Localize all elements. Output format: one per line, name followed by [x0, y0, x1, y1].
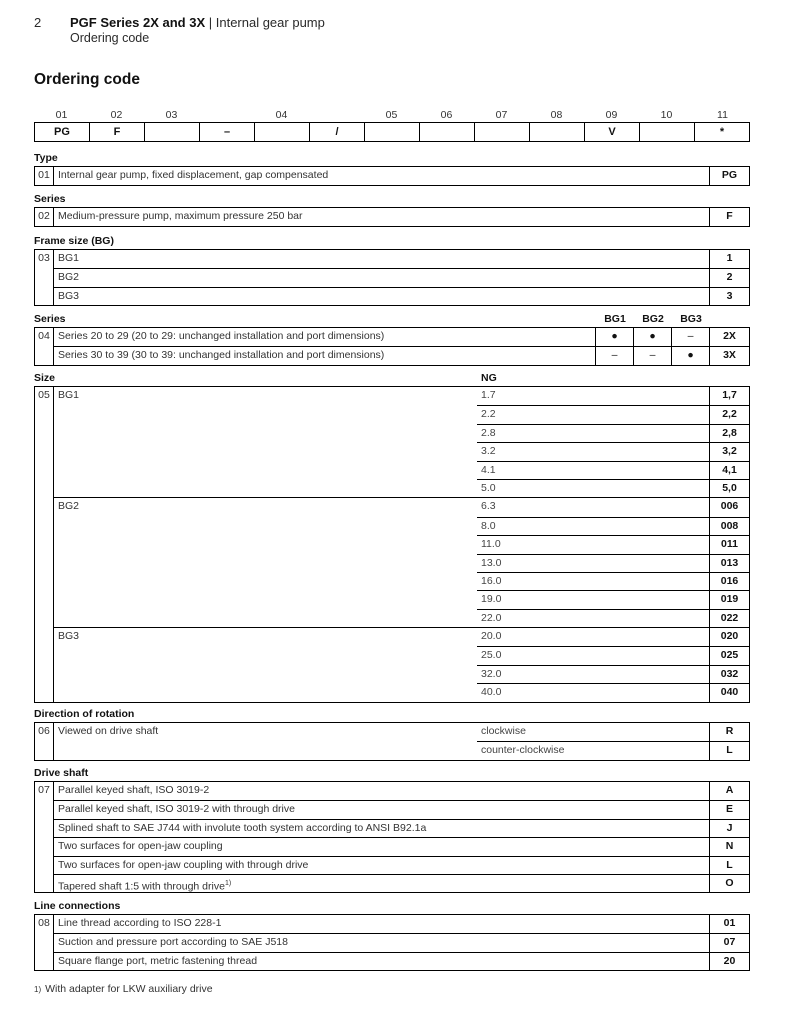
section-title-frame-size: Frame size (BG) — [34, 235, 114, 247]
row-code: R — [709, 723, 749, 741]
table-row — [477, 461, 749, 479]
table-row — [477, 628, 749, 646]
table-row — [54, 268, 749, 286]
bg1-header: BG1 — [604, 313, 626, 325]
row-code: A — [709, 782, 749, 800]
table-row — [54, 167, 749, 185]
table-row — [54, 933, 749, 951]
table-row — [477, 554, 749, 572]
ng-value: 20.0 — [481, 630, 502, 643]
row-code: 025 — [709, 647, 749, 664]
bg1-availability: – — [595, 347, 633, 364]
rotation-option: counter-clockwise — [481, 744, 565, 757]
footnote-text: With adapter for LKW auxiliary drive — [45, 983, 213, 995]
ng-value: 22.0 — [481, 611, 502, 624]
row-code: 2 — [709, 269, 749, 286]
size-group-label: BG1 — [58, 389, 80, 401]
row-code: 2,2 — [709, 406, 749, 423]
table-row — [54, 782, 749, 800]
table-row — [54, 208, 749, 226]
bg1-availability: ● — [595, 328, 633, 346]
section-title-type: Type — [34, 152, 58, 164]
line-connections-table — [34, 914, 750, 971]
footnote-reference: 1) — [224, 879, 232, 887]
ng-value: 32.0 — [481, 667, 502, 680]
size-group-label: BG2 — [58, 500, 80, 513]
ng-value: 2.8 — [481, 426, 496, 439]
table-row — [54, 800, 749, 818]
table-row — [54, 837, 749, 855]
type-table — [34, 166, 750, 186]
code-cell — [255, 123, 310, 141]
row-code: 3X — [709, 347, 749, 364]
table-row — [477, 387, 749, 405]
position-number: 03 — [35, 250, 54, 305]
code-position-label: 06 — [440, 109, 453, 121]
row-description: Parallel keyed shaft, ISO 3019-2 with through drive — [58, 803, 295, 816]
table-row — [54, 346, 749, 364]
ordering-code-row — [34, 122, 750, 142]
ng-value: 3.2 — [481, 445, 496, 458]
series-range-table — [34, 327, 750, 366]
code-position-label: 09 — [605, 109, 618, 121]
ng-value: 5.0 — [481, 481, 496, 494]
code-position-label: 03 — [165, 109, 178, 121]
section-title-size: Size — [34, 372, 56, 384]
drive-shaft-table — [34, 781, 750, 893]
row-code: 016 — [709, 573, 749, 590]
page-title: Ordering code — [34, 71, 140, 88]
ng-value: 11.0 — [481, 538, 501, 551]
ng-value: 6.3 — [481, 500, 496, 513]
code-cell — [145, 123, 200, 141]
row-code: 032 — [709, 666, 749, 683]
row-description: Suction and pressure port according to SAE J518 — [58, 936, 288, 949]
bg2-availability: ● — [633, 328, 671, 346]
table-row — [54, 856, 749, 874]
code-cell — [530, 123, 585, 141]
bg3-header: BG3 — [680, 313, 702, 325]
table-row — [477, 590, 749, 608]
position-number: 05 — [35, 387, 54, 702]
rotation-table — [34, 722, 750, 761]
ng-value: 13.0 — [481, 556, 502, 569]
section-title-line-connections: Line connections — [34, 900, 121, 912]
section-title-series-range: Series — [34, 313, 66, 325]
table-row — [477, 498, 749, 516]
position-number: 02 — [35, 208, 54, 226]
row-description: Parallel keyed shaft, ISO 3019-2 — [58, 784, 210, 796]
table-row — [477, 683, 749, 701]
footnote-mark: 1) — [34, 985, 42, 994]
table-row — [54, 287, 749, 305]
ng-header: NG — [481, 372, 497, 384]
table-row — [477, 424, 749, 442]
ng-value: 4.1 — [481, 463, 496, 476]
row-code: 20 — [709, 953, 749, 970]
ng-value: 40.0 — [481, 686, 502, 699]
position-number: 08 — [35, 915, 54, 970]
row-code: 1 — [709, 250, 749, 268]
row-code: 07 — [709, 934, 749, 951]
position-number: 07 — [35, 782, 54, 892]
row-code: 3,2 — [709, 443, 749, 460]
row-code: L — [709, 742, 749, 759]
code-position-label: 10 — [660, 109, 673, 121]
rotation-description: Viewed on drive shaft — [58, 725, 159, 737]
row-code: 013 — [709, 555, 749, 572]
row-code: 2X — [709, 328, 749, 346]
row-code: O — [709, 875, 749, 892]
row-code: 011 — [709, 536, 749, 553]
table-row — [54, 328, 749, 346]
bg2-header: BG2 — [642, 313, 664, 325]
code-position-label: 11 — [717, 109, 728, 121]
row-code: N — [709, 838, 749, 855]
row-description-text: Tapered shaft 1:5 with through drive — [58, 880, 225, 893]
row-description: BG1 — [58, 252, 80, 264]
position-number: 01 — [35, 167, 54, 185]
table-row — [54, 874, 749, 892]
code-position-label: 08 — [550, 109, 563, 121]
row-description: Splined shaft to SAE J744 with involute tooth system according to ANSI B92.1a — [58, 821, 427, 834]
row-code: 019 — [709, 591, 749, 608]
table-row — [477, 665, 749, 683]
row-code: 040 — [709, 684, 749, 701]
position-number: 04 — [35, 328, 54, 365]
bg3-availability: – — [671, 328, 709, 346]
table-row — [477, 405, 749, 423]
row-description: BG2 — [58, 271, 80, 284]
table-row — [54, 952, 749, 970]
row-code: L — [709, 857, 749, 874]
row-code: 4,1 — [709, 462, 749, 479]
series-table — [34, 207, 750, 227]
code-cell — [420, 123, 475, 141]
table-row — [477, 479, 749, 497]
frame-size-table — [34, 249, 750, 306]
page-number: 2 — [34, 15, 42, 30]
rotation-block — [54, 723, 749, 760]
code-position-label: 02 — [110, 109, 123, 121]
code-position-labels — [34, 109, 750, 121]
table-row — [477, 741, 749, 759]
section-title-drive-shaft: Drive shaft — [34, 767, 89, 779]
table-row — [54, 250, 749, 268]
row-code: 006 — [709, 498, 749, 516]
section-title-series: Series — [34, 193, 66, 205]
title-separator: | — [205, 15, 216, 30]
position-number: 06 — [35, 723, 54, 760]
code-cell: – — [200, 123, 255, 141]
rotation-option: clockwise — [481, 725, 526, 737]
document-subtitle: Ordering code — [70, 31, 150, 45]
row-code: E — [709, 801, 749, 818]
row-code: 01 — [709, 915, 749, 933]
document-title — [70, 15, 325, 30]
row-description: Series 20 to 29 (20 to 29: unchanged installation and port dimensions) — [58, 330, 385, 342]
code-cell — [365, 123, 420, 141]
table-row — [54, 915, 749, 933]
ng-value: 8.0 — [481, 519, 496, 532]
row-description: Line thread according to ISO 228-1 — [58, 917, 222, 929]
bg3-availability: ● — [671, 347, 709, 364]
code-cell: * — [719, 126, 725, 138]
footnote — [34, 983, 213, 995]
code-cell — [640, 123, 695, 141]
table-row — [477, 535, 749, 553]
row-code: 1,7 — [709, 387, 749, 405]
code-cell: PG — [35, 123, 90, 141]
ng-value: 19.0 — [481, 593, 502, 606]
code-cell: / — [310, 123, 365, 141]
row-code: 008 — [709, 518, 749, 535]
table-row — [477, 442, 749, 460]
code-cell — [475, 123, 530, 141]
table-row — [477, 572, 749, 590]
row-code: F — [709, 208, 749, 226]
code-position-label: 05 — [385, 109, 398, 121]
row-description: Two surfaces for open-jaw coupling — [58, 840, 223, 853]
ng-value: 25.0 — [481, 649, 502, 662]
size-group-bg3 — [54, 627, 749, 702]
size-group-bg2 — [54, 497, 749, 627]
row-code: 020 — [709, 628, 749, 646]
row-description: Two surfaces for open-jaw coupling with through drive — [58, 858, 309, 871]
code-position-label: 04 — [275, 109, 288, 121]
row-code: 2,8 — [709, 425, 749, 442]
row-code: PG — [709, 167, 749, 185]
table-row — [477, 723, 749, 741]
size-table — [34, 386, 750, 703]
row-code: J — [709, 820, 749, 837]
size-group-label: BG3 — [58, 630, 80, 643]
code-position-label: 07 — [495, 109, 508, 121]
row-code: 3 — [709, 288, 749, 305]
bg2-availability: – — [633, 347, 671, 364]
code-cell: V — [585, 123, 640, 141]
table-row — [477, 517, 749, 535]
size-group-bg1 — [54, 387, 749, 497]
row-code: 022 — [709, 610, 749, 627]
code-cell: F — [90, 123, 145, 141]
table-row — [477, 609, 749, 627]
table-row — [54, 819, 749, 837]
row-description: Series 30 to 39 (30 to 39: unchanged installation and port dimensions) — [58, 349, 385, 362]
ng-value: 1.7 — [481, 389, 496, 401]
code-position-label: 01 — [55, 109, 68, 121]
section-title-rotation: Direction of rotation — [34, 708, 135, 720]
row-code: 5,0 — [709, 480, 749, 497]
row-description: Internal gear pump, fixed displacement, gap compensated — [58, 169, 329, 181]
document-title-rest: Internal gear pump — [215, 15, 325, 30]
ng-value: 16.0 — [481, 574, 502, 587]
table-row — [477, 646, 749, 664]
document-title-bold: PGF Series 2X and 3X — [70, 15, 206, 30]
ng-value: 2.2 — [481, 408, 496, 421]
row-description — [58, 875, 231, 896]
row-description: Square flange port, metric fastening thread — [58, 954, 258, 967]
row-description: Medium-pressure pump, maximum pressure 250 bar — [58, 210, 303, 222]
row-description: BG3 — [58, 289, 80, 302]
